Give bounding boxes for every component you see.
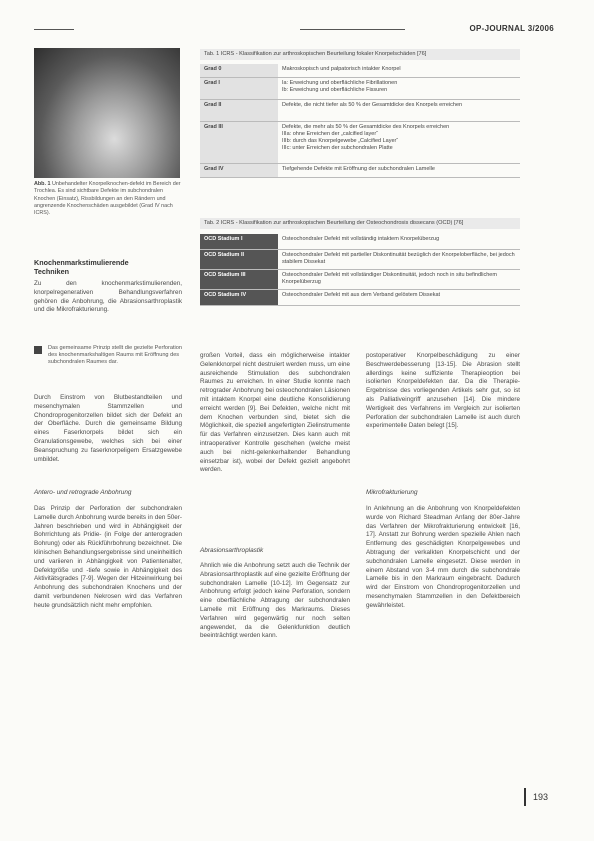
table1-grade-cell: Grad III (200, 122, 278, 163)
col1-paragraph-3: Das Prinzip der Perforation der subchondralen Lamelle durch Anbohrung wurde bereits in den 50er-Jahren beschrieben und wird in Abhängigkeit der Bohrrichtung als Pridie- (in Folge der anterograden Bohrung) oder als Rückführbohrung bezeichnet. Die klinischen Behandlungsergebnisse sind uneinheitlich und variieren in Abhängigkeit von Patientenalter, Defektgröße und -tiefe sowie in Abhängigkeit des Aktivitätsgrades [7-9]. Wegen der Hitzeinwirkung bei Anbohrung des subchondralen Knochens und der damit verbundenen Nekrosen wird das Verfahren heute grundsätzlich nicht mehr empfohlen. (34, 505, 182, 609)
figure-caption (34, 181, 182, 217)
subhead-abrasion: Abrasionsarthroplastik (200, 547, 264, 554)
section-title-line2: Techniken (34, 267, 70, 276)
table1-grade-cell: Grad IV (200, 164, 278, 177)
table1-desc-cell: Defekte, die mehr als 50 % der Gesamtdicke des Knorpels erreichen IIIa: ohne Erreichen der „calcified layer“ IIIb: durch das Knorpelgewebe „Calcified Layer“ IIIc: unter Erreichen der subchondralen Platte (282, 124, 450, 151)
page-number-bar (524, 788, 526, 806)
table2-grade-cell: OCD Stadium I (200, 234, 278, 249)
figure-caption-text: Unbehandelter Knorpelknochen-defekt im Bereich der Trochlea. Es sind sichtbare Defekte im subchondralen Knochen (Einsatz), Rissbildungen an den Rändern und angrenzende Knochenschäden ausgebildet (Grad IV nach ICRS). (34, 181, 181, 217)
table1-desc-cell: Defekte, die nicht tiefer als 50 % der Gesamtdicke des Knorpels erreichen (282, 102, 463, 108)
table1-grade-cell: Grad I (200, 78, 278, 99)
page-number: 193 (533, 792, 549, 802)
table2-grade-cell: OCD Stadium III (200, 270, 278, 289)
header-rule-left (34, 29, 74, 30)
header-rule-mid (300, 29, 405, 30)
note-marker-icon (34, 346, 42, 354)
table2-row (200, 250, 520, 270)
col3-paragraph-1: postoperativer Knorpelbeschädigung zu einer Beschwerdebesserung [13-15]. Die Abrasion stellt allerdings keine suffiziente Therapieoption bei isolierten Knorpeldefekten dar. Da die Therapie-Ergebnisse des vorliegenden Artikels sehr gut, so ist als Palliativeingriff anzusehen [14]. Die mindere Wertigkeit des Verfahrens im Vergleich zur isolierten Perforation der subchondralen Lamelle ist auch durch experimentelle Daten belegt [15]. (366, 352, 520, 430)
key-note (34, 345, 182, 367)
col1-paragraph-2: Durch Einstrom von Blutbestandteilen und mesenchymalen Stammzellen und Chondroprogenitorzellen bildet sich der Defekt an der Oberfläche. Durch die gemeinsame Bildung eines Faserknorpels bildet sich ein Granulationsgewebe, welches sich bei einer Beanspruchung zu faserknorpeligem Ersatzgewebe umbildet. (34, 394, 182, 463)
col3-paragraph-2: In Anlehnung an die Anbohrung von Knorpeldefekten wurde von Richard Steadman Anfang der 80er-Jahre das Verfahren der Mikrofrakturierung entwickelt [16, 17]. Anstatt zur Bohrung werden spezielle Ahlen nach Entfernung des geschädigten Knorpelgewebes und Abtragung der verkalkten Knorpelschicht und der subchondralen Lamelle eingesetzt. Diese werden in einem Abstand von 3-4 mm durch die subchondrale Lamelle bis in den Markraum eingebracht. Dadurch wird der Einstrom von Chondroprogenitorzellen und mesenchymalen Stammzellen in den Defektbereich gewährleistet. (366, 505, 520, 609)
table2-row (200, 290, 520, 306)
table2-grade-cell: OCD Stadium II (200, 250, 278, 269)
table1-row (200, 78, 520, 100)
table2-desc-cell: Osteochondraler Defekt mit partieller Diskontinuität bezüglich der Knorpeloberfläche, bei jedoch stabilem Dissekat (282, 252, 515, 265)
table1-caption: Tab. 1 ICRS - Klassifikation zur arthroskopischen Beurteilung fokaler Knorpelschäden [76] (200, 49, 520, 60)
table2-grade-cell: OCD Stadium IV (200, 290, 278, 305)
section-intro: Zu den knochenmarkstimulierenden, knorpelregenerativen Behandlungsverfahren gehören die Anbohrung, die Abrasionsarthroplastik und die Mikrofrakturierung. (34, 280, 182, 314)
table2-caption: Tab. 2 ICRS - Klassifikation zur arthroskopischen Beurteilung der Osteochondrosis dissecans (OCD) [76] (200, 218, 520, 229)
table2-row (200, 234, 520, 250)
arthroscopy-photo (34, 48, 180, 178)
table1-grade-cell: Grad II (200, 100, 278, 121)
table2-row (200, 270, 520, 290)
table1-desc-cell: Makroskopisch und palpatorisch intakter Knorpel (282, 66, 401, 72)
table1-row (200, 64, 520, 78)
table2-desc-cell: Osteochondraler Defekt mit aus dem Verband gelöstem Dissekat (282, 292, 441, 298)
subhead-mikro: Mikrofrakturierung (366, 489, 418, 496)
table1-desc-cell: Ia: Erweichung und oberflächliche Fibrillationen Ib: Erweichung und oberflächliche Fissuren (282, 80, 398, 93)
section-title (34, 258, 182, 276)
table1-row (200, 164, 520, 178)
subhead-anbohrung: Antero- und retrograde Anbohrung (34, 489, 132, 496)
figure-caption-label: Abb. 1 (34, 181, 51, 187)
key-note-text: Das gemeinsame Prinzip stellt die gezielte Perforation des knochenmarkshaltigen Raums mit Eröffnung des subchondralen Raumes dar. (48, 345, 183, 366)
journal-header: OP-JOURNAL 3/2006 (469, 24, 554, 33)
table2-desc-cell: Osteochondraler Defekt mit vollständiger Diskontinuität, jedoch noch in situ befindlichem Knorpelüberzug (282, 272, 497, 285)
col2-paragraph-2: Ähnlich wie die Anbohrung setzt auch die Technik der Abrasionsarthroplastik auf eine gezielte Eröffnung der subchondralen Lamelle [10-12]. Im Gegensatz zur Anbohrung erfolgt jedoch keine Perforation, sondern eine oberflächliche Abtragung der subchondralen Lamelle mit Eröffnung des Markraums. Dieses Verfahren wird gegenwärtig nur noch selten angewendet, da die Gelenkfunktion deutlich beeinträchtigt werden kann. (200, 562, 350, 640)
col2-paragraph-1: großen Vorteil, dass ein möglicherweise intakter Gelenkknorpel nicht destruiert werden muss, um eine ausreichende Stimulation des subchondralen Raumes zu erreichen. In einer Studie konnte nach retrograder Anbohrung bei osteochondralen Läsionen mit intaktem Knorpel eine deutliche Konsolidierung erreicht werden [9]. Bei Defekten, welche nicht mit dem Knochen verbunden sind, bietet sich die Möglichkeit, die speziell angefertigten Zielinstrumente für das Verfahren einzusetzen. Dies kann auch mit intraoperativer Kontrolle geschehen (welche meist auch bei nicht-gelenkerhaltender Behandlung einsetzbar ist), wobei der Defekt gezielt angebohrt werden. (200, 352, 350, 474)
table1-row (200, 100, 520, 122)
table1-grade-cell: Grad 0 (200, 64, 278, 77)
table1-row (200, 122, 520, 164)
section-title-line1: Knochenmarkstimulierende (34, 258, 129, 267)
table2-desc-cell: Osteochondraler Defekt mit vollständig intaktem Knorpelüberzug (282, 236, 440, 242)
table1-desc-cell: Tiefgehende Defekte mit Eröffnung der subchondralen Lamelle (282, 166, 435, 172)
